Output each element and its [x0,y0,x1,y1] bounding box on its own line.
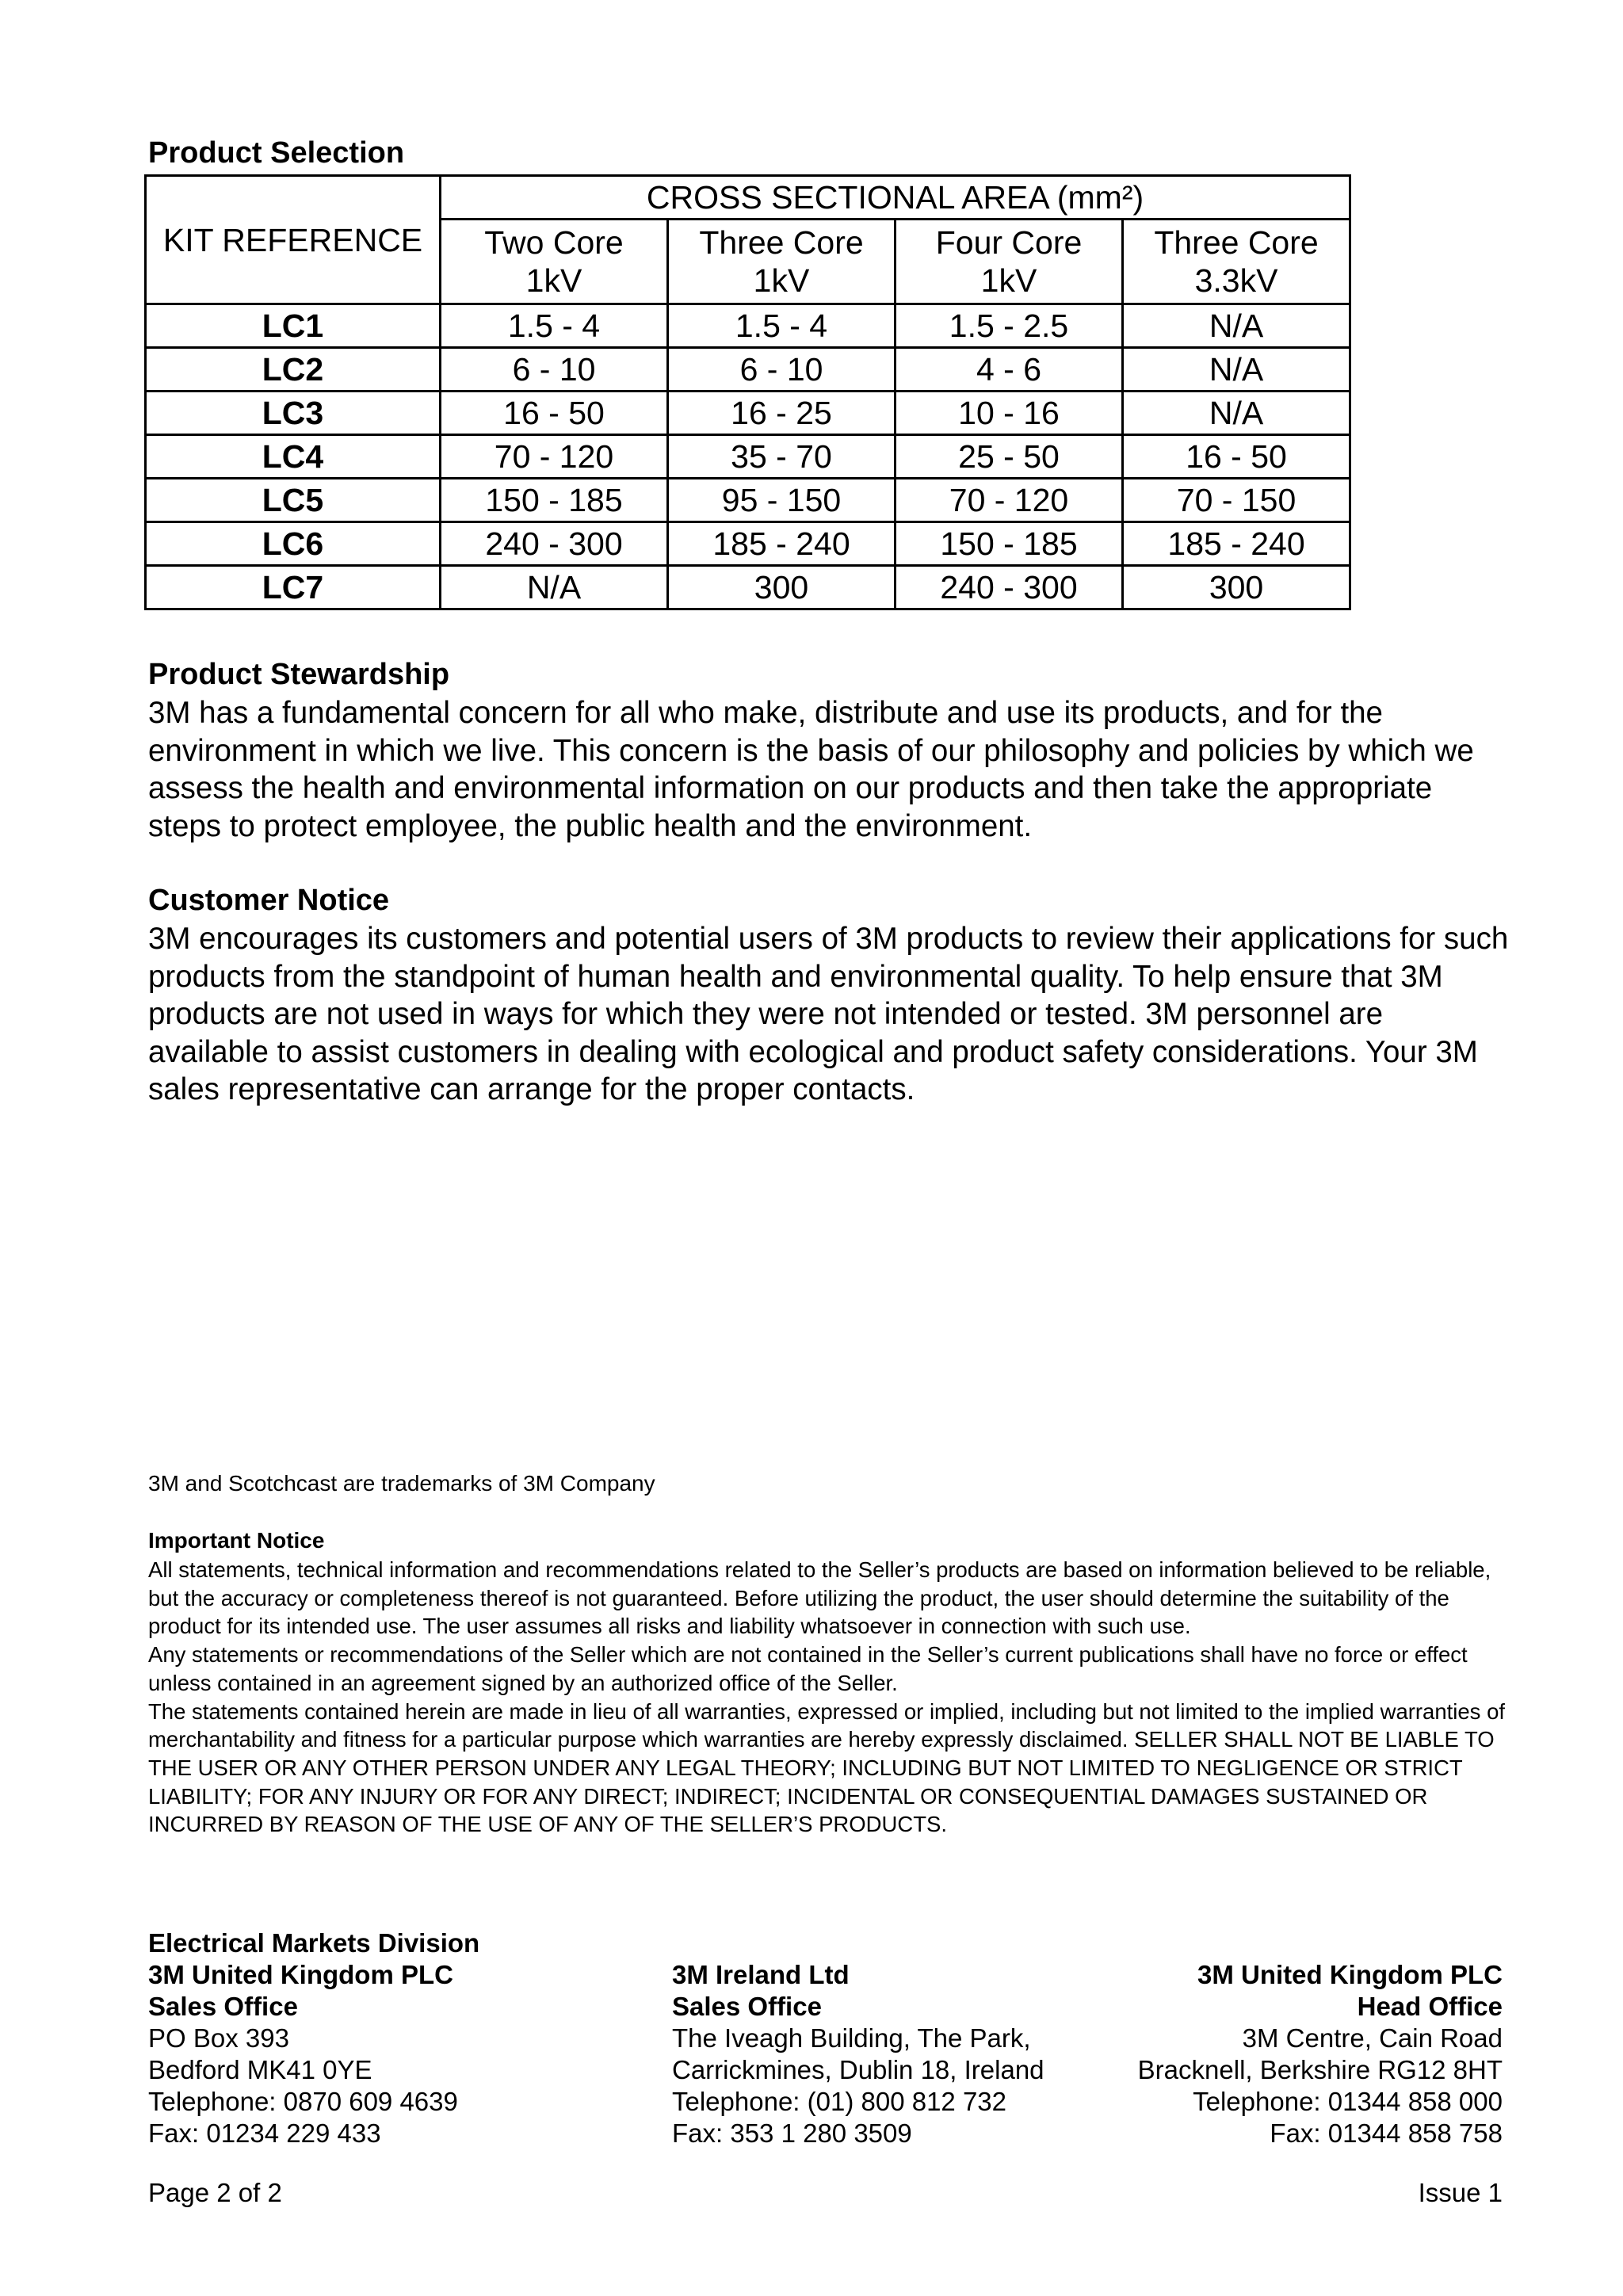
address-block-middle [672,1959,1044,2149]
product-selection-heading: Product Selection [148,136,405,170]
table-cell: 6 - 10 [668,348,896,392]
kit-reference-cell: LC2 [146,348,441,392]
kit-reference-cell: LC5 [146,479,441,522]
company-name: 3M Ireland Ltd [672,1960,850,1989]
company-name: 3M United Kingdom PLC [1197,1960,1503,1989]
table-header-row [146,176,1350,220]
table-cell: 16 - 50 [1123,435,1350,479]
table-cell: 300 [1123,566,1350,609]
cross-sectional-area-header: CROSS SECTIONAL AREA (mm²) [441,176,1350,220]
table-row [146,348,1350,392]
address-block-right [1138,1959,1503,2149]
address-line: Bracknell, Berkshire RG12 8HT [1137,2055,1503,2084]
table-row [146,304,1350,348]
table-cell: 185 - 240 [1123,522,1350,566]
trademark-notice: 3M and Scotchcast are trademarks of 3M Company [148,1471,655,1496]
kit-reference-cell: LC3 [146,392,441,435]
issue-number: Issue 1 [1418,2178,1503,2207]
office-name: Sales Office [148,1992,298,2021]
table-row [146,566,1350,609]
table-cell: N/A [1123,304,1350,348]
table-cell: 95 - 150 [668,479,896,522]
table-cell: 25 - 50 [896,435,1123,479]
table-cell: 70 - 150 [1123,479,1350,522]
division-name: Electrical Markets Division [148,1928,480,1958]
table-cell: 300 [668,566,896,609]
fax: Fax: 01234 229 433 [148,2118,381,2148]
table-cell: 16 - 50 [441,392,668,435]
address-line: Carrickmines, Dublin 18, Ireland [672,2055,1044,2084]
column-header: Three Core 3.3kV [1123,220,1350,304]
table-cell: 70 - 120 [441,435,668,479]
fax: Fax: 353 1 280 3509 [672,2118,912,2148]
office-name: Head Office [1357,1992,1503,2021]
company-name: 3M United Kingdom PLC [148,1960,453,1989]
product-stewardship-heading: Product Stewardship [148,658,450,691]
table-cell: 6 - 10 [441,348,668,392]
customer-notice-heading: Customer Notice [148,884,390,917]
telephone: Telephone: 01344 858 000 [1193,2087,1503,2116]
fax: Fax: 01344 858 758 [1270,2118,1503,2148]
address-line: PO Box 393 [148,2023,289,2053]
table-row [146,435,1350,479]
table-cell: 185 - 240 [668,522,896,566]
table-cell: 240 - 300 [441,522,668,566]
product-stewardship-text: 3M has a fundamental concern for all who make, distribute and use its products, and for the environment in which we live. This concern is the basis of our philosophy and policies by which we assess the health and environmental information on our products and then take the appropriate steps to protect employee, the public health and the environment. [148,696,1474,843]
table-cell: 150 - 185 [896,522,1123,566]
important-notice-heading: Important Notice [148,1528,325,1553]
column-header: Four Core 1kV [896,220,1123,304]
important-notice-body [148,1556,1527,1839]
telephone: Telephone: (01) 800 812 732 [672,2087,1007,2116]
product-selection-table [144,174,1351,610]
table-cell: 70 - 120 [896,479,1123,522]
kit-reference-cell: LC6 [146,522,441,566]
table-cell: 240 - 300 [896,566,1123,609]
important-notice-paragraph: The statements contained herein are made in lieu of all warranties, expressed or implied, including but not limited to the implied warranties of merchantability and fitness for a particular purpose which warranties are hereby expressly disclaimed. SELLER SHALL NOT BE LIABLE TO THE USER OR ANY OTHER PERSON UNDER ANY LEGAL THEORY; INCLUDING BUT NOT LIMITED TO NEGLIGENCE OR STRICT LIABILITY; FOR ANY INJURY OR FOR ANY DIRECT; INDIRECT; INCIDENTAL OR CONSEQUENTIAL DAMAGES SUSTAINED OR INCURRED BY REASON OF THE USE OF ANY OF THE SELLER’S PRODUCTS. [148,1698,1506,1837]
table-cell: 1.5 - 4 [441,304,668,348]
kit-reference-cell: LC7 [146,566,441,609]
address-line: Bedford MK41 0YE [148,2055,372,2084]
column-header: Two Core 1kV [441,220,668,304]
address-line: The Iveagh Building, The Park, [672,2023,1031,2053]
table-cell: 1.5 - 4 [668,304,896,348]
table-cell: 35 - 70 [668,435,896,479]
kit-reference-header: KIT REFERENCE [146,176,441,304]
page-number: Page 2 of 2 [148,2178,282,2207]
address-block-left [148,1927,479,2149]
important-notice-paragraph: Any statements or recommendations of the Seller which are not contained in the Seller’s current publications shall have no force or effect unless contained in an agreement signed by an authorized office of the Seller. [148,1642,1468,1695]
table-cell: N/A [1123,348,1350,392]
table-row [146,479,1350,522]
table-row [146,522,1350,566]
office-name: Sales Office [672,1992,822,2021]
telephone: Telephone: 0870 609 4639 [148,2087,458,2116]
table-cell: 10 - 16 [896,392,1123,435]
table-row [146,392,1350,435]
table-cell: 4 - 6 [896,348,1123,392]
table-cell: 1.5 - 2.5 [896,304,1123,348]
address-line: 3M Centre, Cain Road [1242,2023,1503,2053]
table-cell: 150 - 185 [441,479,668,522]
table-cell: N/A [441,566,668,609]
customer-notice-text: 3M encourages its customers and potential users of 3M products to review their applications for such products from the standpoint of human health and environmental quality. To help ensure that 3M products are not used in ways for which they were not intended or tested. 3M personnel are available to assist customers in dealing with ecological and product safety considerations. Your 3M sales representative can arrange for the proper contacts. [148,922,1509,1106]
kit-reference-cell: LC4 [146,435,441,479]
important-notice-paragraph: All statements, technical information and recommendations related to the Seller’s products are based on information believed to be reliable, but the accuracy or completeness thereof is not guaranteed. Before utilizing the product, the user should determine the suitability of the product for its intended use. The user assumes all risks and liability whatsoever in connection with such use. [148,1557,1491,1639]
table-cell: N/A [1123,392,1350,435]
table-cell: 16 - 25 [668,392,896,435]
column-header: Three Core 1kV [668,220,896,304]
kit-reference-cell: LC1 [146,304,441,348]
